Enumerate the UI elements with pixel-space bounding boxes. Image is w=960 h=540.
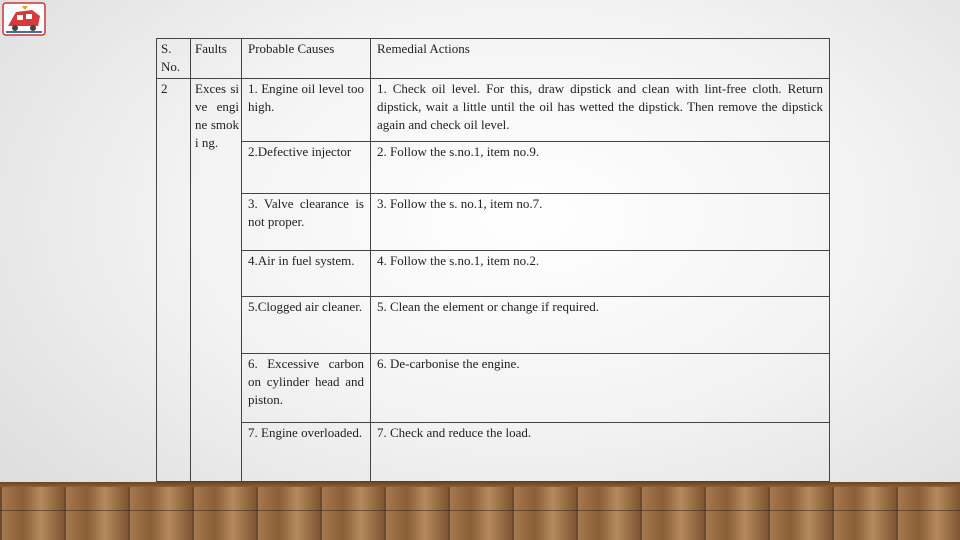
- table-row: [157, 297, 830, 354]
- table-row: [157, 251, 830, 297]
- table-row: [157, 142, 830, 194]
- action-cell: 3. Follow the s. no.1, item no.7.: [371, 194, 830, 251]
- header-sno: S. No.: [157, 39, 191, 79]
- header-causes: Probable Causes: [242, 39, 371, 79]
- cause-cell: 2.Defective injector: [242, 142, 371, 194]
- cause-cell: 4.Air in fuel system.: [242, 251, 371, 297]
- header-actions: Remedial Actions: [371, 39, 830, 79]
- cause-cell: 1. Engine oil level too high.: [242, 79, 371, 142]
- action-cell: 7. Check and reduce the load.: [371, 423, 830, 482]
- table-row: [157, 194, 830, 251]
- action-cell: 2. Follow the s.no.1, item no.9.: [371, 142, 830, 194]
- wooden-floor: [0, 482, 960, 540]
- cause-cell: 3. Valve clearance is not proper.: [242, 194, 371, 251]
- railway-logo-icon: [2, 2, 46, 36]
- cause-cell: 7. Engine overloaded.: [242, 423, 371, 482]
- cause-cell: 6. Excessive carbon on cylinder head and piston.: [242, 354, 371, 423]
- table-row: [157, 354, 830, 423]
- table-row: [157, 79, 830, 142]
- cause-cell: 5.Clogged air cleaner.: [242, 297, 371, 354]
- action-cell: 4. Follow the s.no.1, item no.2.: [371, 251, 830, 297]
- header-faults: Faults: [191, 39, 242, 79]
- faults-table: [156, 38, 830, 482]
- row-fault: Exces sive engine smoki ng.: [191, 79, 242, 482]
- header-row: [157, 39, 830, 79]
- action-cell: 6. De-carbonise the engine.: [371, 354, 830, 423]
- row-sno: 2: [157, 79, 191, 482]
- action-cell: 5. Clean the element or change if required.: [371, 297, 830, 354]
- action-cell: 1. Check oil level. For this, draw dipstick and clean with lint-free cloth. Return dipstick, wait a little until the oil has wetted the dipstick. Then remove the dipstick again and check oil level.: [371, 79, 830, 142]
- table-row: [157, 423, 830, 482]
